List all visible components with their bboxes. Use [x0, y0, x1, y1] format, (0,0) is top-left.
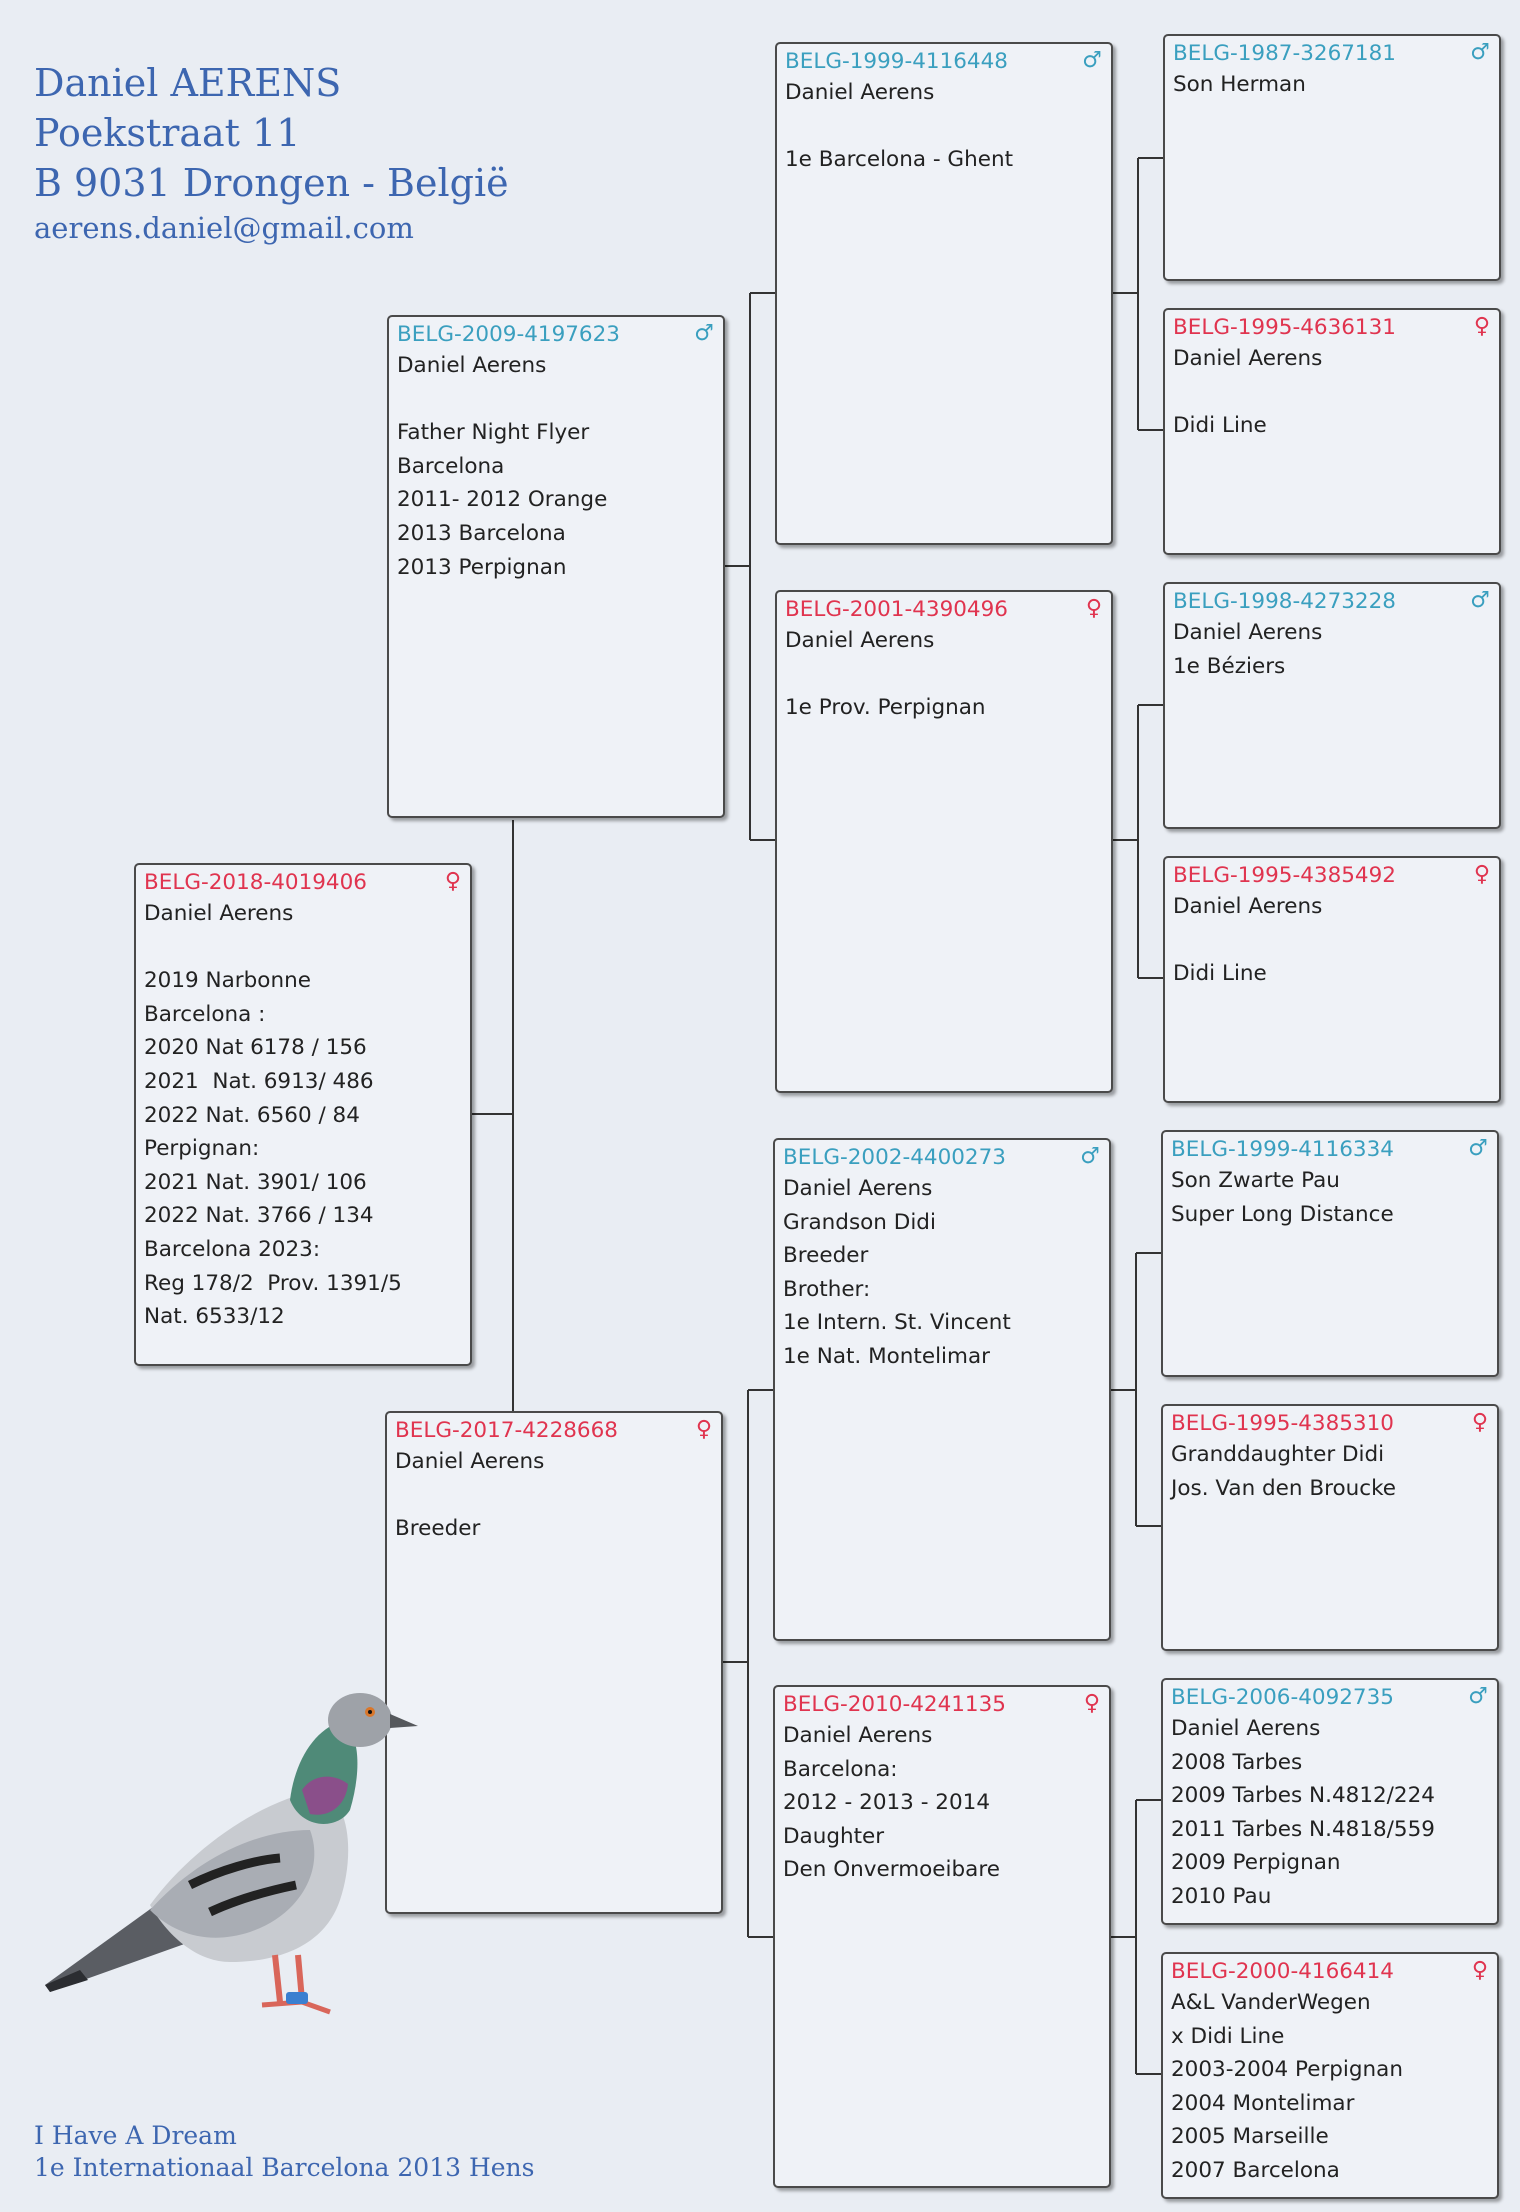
breeder-street: Poekstraat 11 — [34, 111, 301, 155]
ring-number: BELG-2010-4241135 — [783, 1692, 1006, 1717]
card-text: Son Herman — [1173, 72, 1306, 97]
ring-number: BELG-2006-4092735 — [1171, 1685, 1394, 1710]
card-text: Daniel Aerens 1e Béziers — [1173, 620, 1323, 679]
footer-motto: I Have A Dream — [34, 2121, 237, 2150]
ring-number: BELG-1995-4385492 — [1173, 863, 1396, 888]
card-text: Daniel Aerens Didi Line — [1173, 346, 1323, 439]
breeder-name: Daniel AERENS — [34, 61, 342, 105]
ring-number: BELG-1999-4116334 — [1171, 1137, 1394, 1162]
female-sign-icon: ♀ — [1085, 596, 1102, 621]
card-text: A&L VanderWegen x Didi Line 2003-2004 Perpignan 2004 Montelimar 2005 Marseille 2007 Barcelona — [1171, 1990, 1403, 2183]
grandparent-card[interactable] — [775, 42, 1113, 545]
grandparent-card[interactable] — [773, 1138, 1111, 1641]
male-sign-icon: ♂ — [694, 321, 714, 346]
card-text: Daniel Aerens 2008 Tarbes 2009 Tarbes N.4812/224 2011 Tarbes N.4818/559 2009 Perpignan 2010 Pau — [1171, 1716, 1435, 1909]
card-text: Daniel Aerens Father Night Flyer Barcelona 2011- 2012 Orange 2013 Barcelona 2013 Perpignan — [397, 353, 608, 580]
ring-number: BELG-2009-4197623 — [397, 322, 620, 347]
card-text: Daniel Aerens Breeder — [395, 1449, 545, 1542]
card-text: Daniel Aerens Barcelona: 2012 - 2013 - 2014 Daughter Den Onvermoeibare — [783, 1723, 1000, 1883]
ring-number: BELG-1995-4385310 — [1171, 1411, 1394, 1436]
female-sign-icon: ♀ — [1083, 1691, 1100, 1716]
card-text: Daniel Aerens Grandson Didi Breeder Brother: 1e Intern. St. Vincent 1e Nat. Montelimar — [783, 1176, 1011, 1369]
female-sign-icon: ♀ — [1471, 1958, 1488, 1983]
great-grandparent-card[interactable] — [1163, 308, 1501, 555]
ring-number: BELG-2000-4166414 — [1171, 1959, 1394, 1984]
breeder-city: B 9031 Drongen - België — [34, 161, 509, 205]
footer — [34, 2120, 535, 2184]
great-grandparent-card[interactable] — [1161, 1678, 1499, 1925]
subject-card[interactable] — [134, 863, 472, 1366]
great-grandparent-card[interactable] — [1163, 856, 1501, 1103]
great-grandparent-card[interactable] — [1161, 1952, 1499, 2199]
male-sign-icon: ♂ — [1468, 1136, 1488, 1161]
ring-number: BELG-2017-4228668 — [395, 1418, 618, 1443]
female-sign-icon: ♀ — [1471, 1410, 1488, 1435]
male-sign-icon: ♂ — [1470, 588, 1490, 613]
ring-number: BELG-2002-4400273 — [783, 1145, 1006, 1170]
ring-number: BELG-2018-4019406 — [144, 870, 367, 895]
ring-number: BELG-2001-4390496 — [785, 597, 1008, 622]
footer-achievement: 1e Internationaal Barcelona 2013 Hens — [34, 2153, 535, 2182]
great-grandparent-card[interactable] — [1163, 34, 1501, 281]
great-grandparent-card[interactable] — [1163, 582, 1501, 829]
male-sign-icon: ♂ — [1080, 1144, 1100, 1169]
female-sign-icon: ♀ — [444, 869, 461, 894]
grandparent-card[interactable] — [773, 1685, 1111, 2188]
ring-number: BELG-1999-4116448 — [785, 49, 1008, 74]
sire-card[interactable] — [387, 315, 725, 818]
card-text: Daniel Aerens Didi Line — [1173, 894, 1323, 987]
female-sign-icon: ♀ — [1473, 862, 1490, 887]
breeder-email[interactable]: aerens.daniel@gmail.com — [34, 211, 414, 245]
female-sign-icon: ♀ — [695, 1417, 712, 1442]
ring-number: BELG-1987-3267181 — [1173, 41, 1396, 66]
card-text: Daniel Aerens 1e Barcelona - Ghent — [785, 80, 1014, 173]
card-text: Daniel Aerens 1e Prov. Perpignan — [785, 628, 986, 721]
ring-number: BELG-1998-4273228 — [1173, 589, 1396, 614]
female-sign-icon: ♀ — [1473, 314, 1490, 339]
pigeon-illustration — [40, 1680, 440, 2020]
male-sign-icon: ♂ — [1470, 40, 1490, 65]
card-text: Daniel Aerens 2019 Narbonne Barcelona : 2020 Nat 6178 / 156 2021 Nat. 6913/ 486 2022 Nat. 6560 / 84 Perpignan: 2021 Nat. 3901/ 106 2022 Nat. 3766 / 134 Barcelona 2023: Reg 178/2 Prov. 1391/5 Nat. 6533/12 — [144, 901, 402, 1330]
card-text: Son Zwarte Pau Super Long Distance — [1171, 1168, 1394, 1227]
grandparent-card[interactable] — [775, 590, 1113, 1093]
male-sign-icon: ♂ — [1468, 1684, 1488, 1709]
ring-number: BELG-1995-4636131 — [1173, 315, 1396, 340]
male-sign-icon: ♂ — [1082, 48, 1102, 73]
great-grandparent-card[interactable] — [1161, 1404, 1499, 1651]
great-grandparent-card[interactable] — [1161, 1130, 1499, 1377]
card-text: Granddaughter Didi Jos. Van den Broucke — [1171, 1442, 1397, 1501]
